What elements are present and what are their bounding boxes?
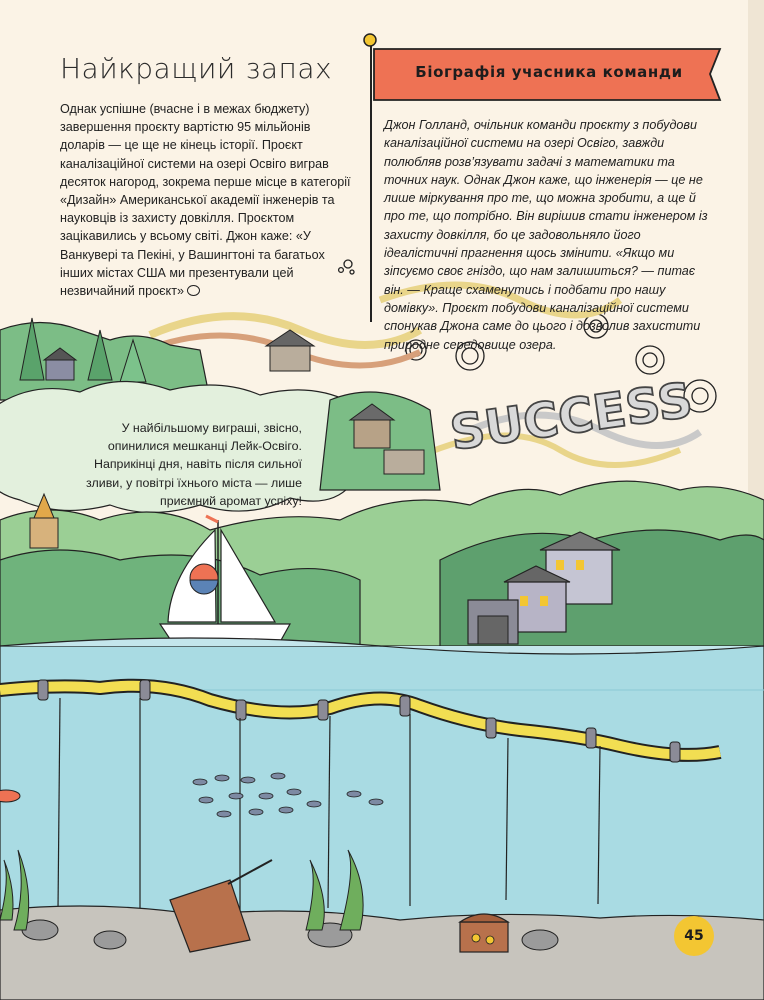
main-paragraph-text: Однак успішне (вчасне і в межах бюджету) завершення проєкту вартістю 95 мільйонів доларів — це ще не кінець історії. Проєкт каналізаційної системи на озері Освіго виграв десяток нагород, зокрема перше місце в категорії «Дизайн» Американської академії інженерів та науковців із захисту довкілля. Проєктом зацікавились у всьому світі. Джон каже: «У Ванкувері та Пекіні, у Вашингтоні та багатьох інших містах США ми презентували цей незвичайний проєкт» [60,102,351,299]
treasure-chest [460,914,508,952]
success-sky-word: SUCCESS [446,372,696,462]
cloud-caption: У найбільшому виграші, звісно, опинилися мешканці Лейк-Освіго. Наприкінці дня, навіть після сильної зливи, у повітрі їхнього міста — лише приємний аромат успіху! [86,421,302,508]
bio-paragraph: Джон Голланд, очільник команди проєкту з побудови каналізаційної системи на озері Освіго, завжди полюбляв розв’язувати задачі з математики та точних наук. Однак Джон каже, що інженерія — це не лише міркування про те, що можна зробити, а ще й про те, що потрібно. Він вирішив стати інженером із захисту довкілля, бо це задовольняло його ідеалістичні прагнення щось змінити. «Якщо ми зіпсуємо своє гніздо, що нам залишиться? — питає він. — Краще схаменутись і подбати про нашу домівку». Проєкт побудови каналізаційної системи спонукав Джона саме до цього і дозволив захистити природне середовище озера. [384,118,708,352]
speech-bubble-icon [187,285,200,296]
lake-bottom [0,906,764,1000]
bio-heading: Біографія учасника команди [415,63,683,81]
page-title: Найкращий запах [60,52,333,85]
page-number: 45 [674,916,714,956]
orange-fish [0,790,20,802]
main-paragraph [60,100,352,300]
